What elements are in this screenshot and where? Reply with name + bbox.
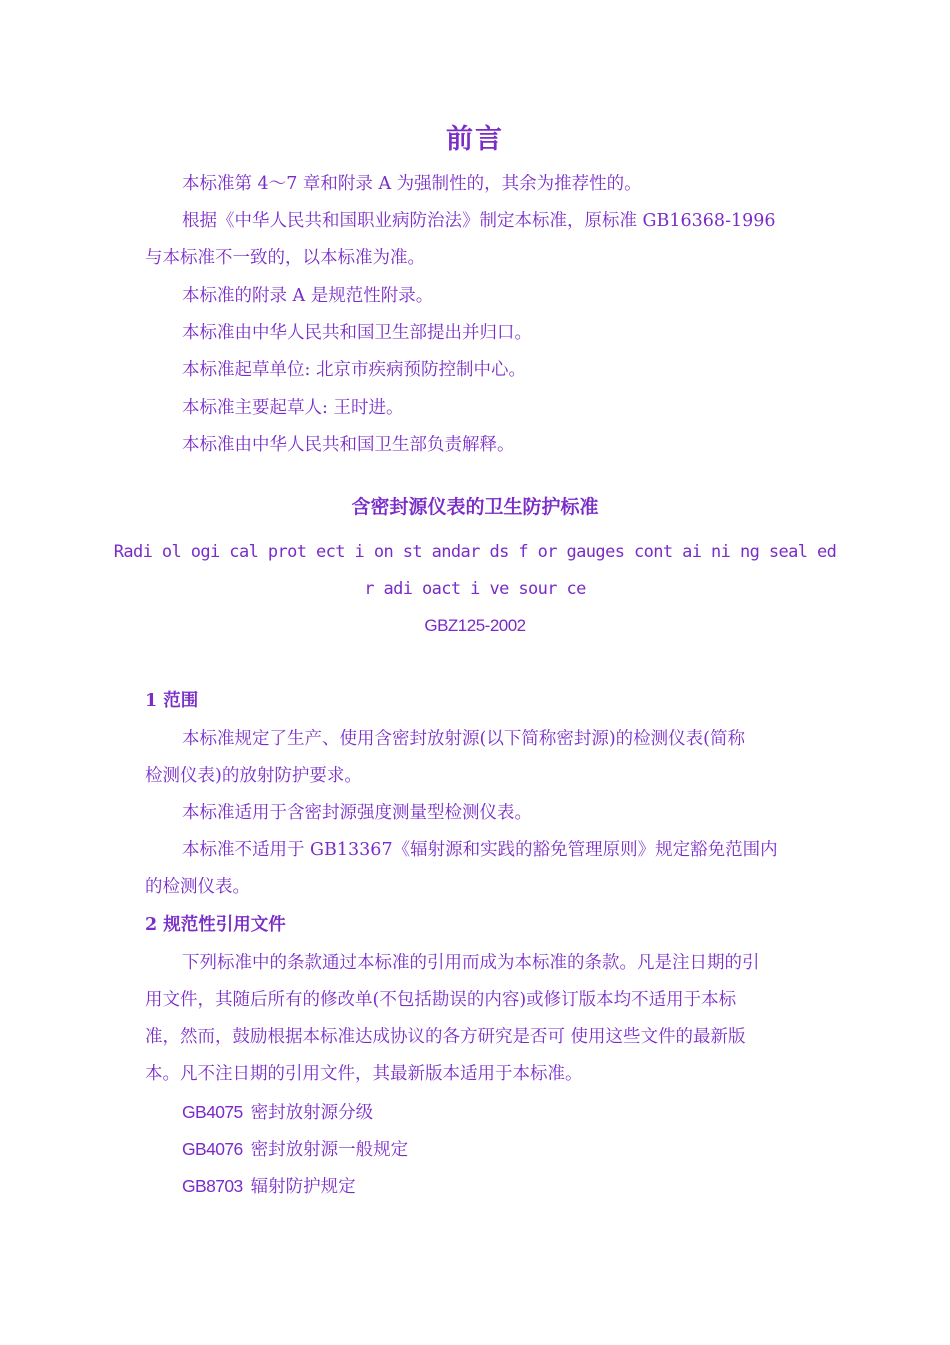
section-1-line: 检测仪表)的放射防护要求。 [145, 766, 362, 786]
reference-item [182, 1137, 408, 1162]
preface-line: 本标准的附录 A 是规范性附录。 [182, 286, 434, 306]
reference-code: GB4075 [182, 1102, 243, 1122]
section-2-heading: 2 规范性引用文件 [145, 915, 286, 935]
section-2-line: 准，然而，鼓励根据本标准达成协议的各方研究是否可 使用这些文件的最新版 [145, 1027, 746, 1047]
standard-code: GBZ125-2002 [424, 616, 526, 635]
section-1-line: 的检测仪表。 [145, 877, 250, 897]
reference-code: GB8703 [182, 1176, 243, 1196]
reference-code: GB4076 [182, 1139, 243, 1159]
preface-line: 本标准主要起草人: 王时进。 [182, 398, 404, 418]
standard-english-title-line2: r adi oact i ve sour ce [364, 579, 586, 599]
section-1-line: 本标准规定了生产、使用含密封放射源(以下简称密封源)的检测仪表(简称 [182, 729, 745, 749]
reference-item [182, 1100, 373, 1125]
reference-title: 密封放射源分级 [250, 1103, 374, 1123]
preface-line: 本标准起草单位: 北京市疾病预防控制中心。 [182, 360, 526, 380]
section-2-line: 本。凡不注日期的引用文件，其最新版本适用于本标准。 [145, 1064, 583, 1084]
preface-line: 与本标准不一致的，以本标准为准。 [145, 248, 425, 268]
section-2-line: 下列标准中的条款通过本标准的引用而成为本标准的条款。凡是注日期的引 [182, 953, 760, 973]
section-2-line: 用文件，其随后所有的修改单(不包括勘误的内容)或修订版本均不适用于本标 [145, 990, 737, 1010]
preface-title: 前言 [446, 124, 504, 155]
section-1-line: 本标准不适用于 GB13367《辐射源和实践的豁免管理原则》规定豁免范围内 [182, 840, 778, 860]
preface-line: 本标准由中华人民共和国卫生部提出并归口。 [182, 323, 532, 343]
preface-line: 根据《中华人民共和国职业病防治法》制定本标准，原标准 GB16368-1996 [182, 211, 776, 231]
standard-title: 含密封源仪表的卫生防护标准 [351, 496, 599, 518]
reference-item [182, 1174, 356, 1199]
reference-title: 密封放射源一般规定 [250, 1140, 409, 1160]
section-1-line: 本标准适用于含密封源强度测量型检测仪表。 [182, 803, 532, 823]
standard-english-title-line1: Radi ol ogi cal prot ect i on st andar ds f or gauges cont ai ni ng seal ed [113, 542, 837, 562]
preface-line: 本标准第 4～7 章和附录 A 为强制性的，其余为推荐性的。 [182, 174, 642, 194]
section-1-heading: 1 范围 [145, 691, 199, 711]
preface-line: 本标准由中华人民共和国卫生部负责解释。 [182, 435, 515, 455]
reference-title: 辐射防护规定 [250, 1177, 356, 1197]
